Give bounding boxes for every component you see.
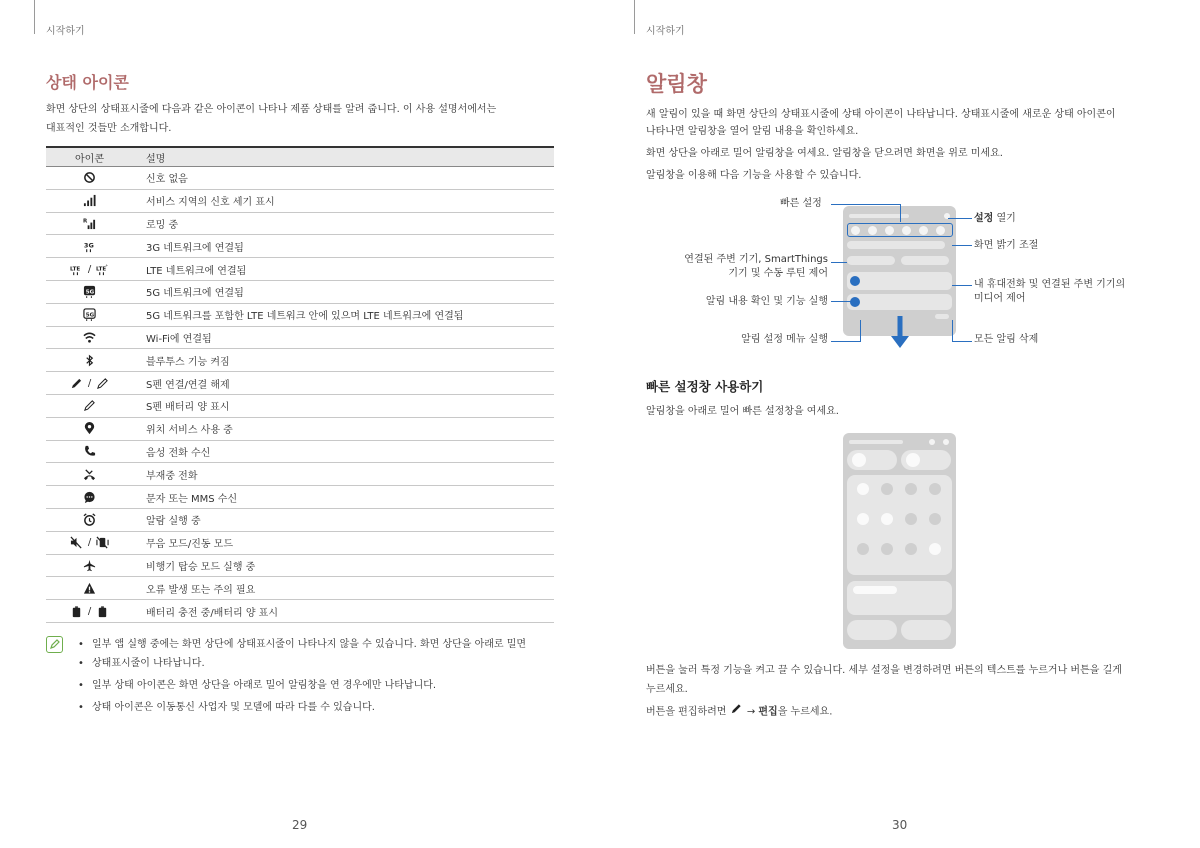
callout-open-settings-rest: 열기 — [993, 213, 1016, 224]
table-cell-desc: 신호 없음 — [146, 174, 188, 186]
table-cell-desc: 블루투스 기능 켜짐 — [146, 356, 230, 368]
page-number: 30 — [892, 818, 908, 832]
table-cell-desc: 위치 서비스 사용 중 — [146, 425, 233, 437]
para-2: 화면 상단을 아래로 밀어 알림창을 여세요. 알림창을 닫으려면 화면을 위로 미세요. — [646, 148, 1003, 159]
table-cell-icon — [46, 467, 133, 481]
table-cell-icon — [46, 239, 133, 253]
s-pen-battery-icon — [83, 399, 97, 413]
table-cell-icon — [46, 536, 133, 550]
para-1-line-1: 새 알림이 있을 때 화면 상단의 상태표시줄에 상태 아이콘이 나타납니다. 상태표시줄에 새로운 상태 아이콘이 — [646, 109, 1116, 120]
page-title: 상태 아이콘 — [46, 73, 129, 92]
table-cell-desc: LTE 네트워크에 연결됨 — [146, 265, 247, 277]
table-cell-icon — [46, 558, 133, 572]
roaming-icon — [83, 216, 97, 230]
call-icon — [83, 444, 97, 458]
table-cell-desc: 로밍 중 — [146, 219, 179, 231]
header-divider — [34, 0, 35, 34]
s-pen-icon — [95, 376, 109, 390]
table-cell-desc: 무음 모드/진동 모드 — [146, 539, 234, 551]
table-row — [46, 327, 554, 350]
3g-icon — [83, 239, 97, 253]
icon-separator: / — [87, 537, 92, 549]
table-cell-desc: 배터리 충전 중/배터리 양 표시 — [146, 607, 279, 619]
table-cell-desc: 음성 전화 수신 — [146, 447, 211, 459]
table-row — [46, 372, 554, 395]
callout-brightness: 화면 밝기 조절 — [974, 240, 1039, 251]
table-cell-desc: S펜 연결/연결 해제 — [146, 379, 230, 391]
table-cell-icon — [46, 444, 133, 458]
table-cell-icon — [46, 285, 133, 299]
callout-clear-all: 모든 알림 삭제 — [974, 334, 1039, 345]
table-row — [46, 486, 554, 509]
table-cell-icon — [46, 399, 133, 413]
svg-text:+: + — [104, 263, 109, 268]
callout-connected-devices — [676, 253, 828, 281]
callout-media-line-2: 미디어 제어 — [974, 293, 1026, 304]
table-cell-icon — [46, 490, 133, 504]
table-cell-desc: 5G 네트워크를 포함한 LTE 네트워크 안에 있으며 LTE 네트워크에 연결됨 — [146, 311, 464, 323]
note-item-1-cont-text: 상태표시줄이 나타납니다. — [92, 658, 205, 669]
table-cell-icon — [46, 581, 133, 595]
table-cell-icon — [46, 604, 133, 618]
svg-text:5G: 5G — [85, 312, 95, 319]
svg-text:5G: 5G — [85, 289, 95, 296]
table-row — [46, 418, 554, 441]
page-number: 29 — [292, 818, 308, 832]
callout-notification-settings: 알림 설정 메뉴 실행 — [741, 334, 828, 345]
table-row — [46, 304, 554, 327]
table-cell-icon — [46, 376, 133, 390]
table-cell-desc: S펜 배터리 양 표시 — [146, 402, 230, 414]
quick-settings-screenshot — [843, 433, 956, 649]
right-page — [600, 0, 1200, 848]
table-cell-icon — [46, 194, 133, 208]
mute-vibrate-icon — [95, 536, 109, 550]
table-cell-desc: 서비스 지역의 신호 세기 표시 — [146, 197, 275, 209]
warning-icon — [83, 581, 97, 595]
battery-icon — [70, 604, 84, 618]
callout-connected-line-2: 기기 및 수동 루틴 제어 — [728, 268, 828, 279]
table-row — [46, 395, 554, 418]
table-cell-desc: 문자 또는 MMS 수신 — [146, 493, 238, 505]
page-header: 시작하기 — [46, 26, 85, 37]
callout-open-settings-bold: 설정 — [974, 213, 994, 224]
no-signal-icon — [83, 171, 97, 185]
table-cell-desc: 알람 실행 중 — [146, 516, 201, 528]
wifi-icon — [83, 330, 97, 344]
table-cell-icon — [46, 422, 133, 436]
table-cell-icon — [46, 513, 133, 527]
icon-separator: / — [87, 263, 92, 275]
table-row — [46, 441, 554, 464]
missed-call-icon — [83, 467, 97, 481]
table-row — [46, 555, 554, 578]
airplane-icon — [83, 558, 97, 572]
s-pen-icon — [70, 376, 84, 390]
location-icon — [83, 422, 97, 436]
para-6 — [646, 701, 832, 723]
intro-line-2: 대표적인 것들만 소개합니다. — [46, 123, 172, 134]
lte-icon — [70, 262, 84, 276]
para-5-line-2: 누르세요. — [646, 684, 688, 695]
callout-connected-line-1: 연결된 주변 기기, SmartThings — [684, 254, 828, 265]
para-1-line-2: 나타나면 알림창을 열어 알림 내용을 확인하세요. — [646, 126, 859, 137]
callout-open-settings — [974, 212, 1016, 226]
svg-text:3G: 3G — [83, 241, 94, 250]
note-icon — [46, 636, 63, 653]
header-divider — [634, 0, 635, 34]
para-3: 알림창을 이용해 다음 기능을 사용할 수 있습니다. — [646, 170, 862, 181]
signal-strength-icon — [83, 194, 97, 208]
mute-vibrate-icon — [70, 536, 84, 550]
para-6-pre: 버튼을 편집하려면 — [646, 706, 730, 718]
table-cell-desc: 오류 발생 또는 주의 필요 — [146, 584, 256, 596]
svg-text:R: R — [83, 218, 88, 225]
table-cell-desc: Wi-Fi에 연결됨 — [146, 333, 212, 345]
col-desc-header: 설명 — [146, 153, 166, 165]
table-row — [46, 281, 554, 304]
para-4: 알림창을 아래로 밀어 빠른 설정창을 여세요. — [646, 406, 839, 417]
pencil-icon — [730, 701, 744, 715]
note-item-1-cont — [92, 654, 205, 673]
swipe-down-arrow-icon — [891, 316, 909, 350]
callout-quick-settings: 빠른 설정 — [780, 198, 822, 209]
table-row — [46, 509, 554, 532]
alarm-icon — [83, 513, 97, 527]
table-cell-icon — [46, 216, 133, 230]
5g-lte-icon — [83, 308, 97, 322]
table-row — [46, 600, 554, 623]
table-cell-desc: 부재중 전화 — [146, 470, 198, 482]
table-cell-icon — [46, 353, 133, 367]
para-6-arrow: → — [743, 706, 759, 718]
icon-separator: / — [87, 605, 92, 617]
table-row — [46, 258, 554, 281]
callout-media-line-1: 내 휴대전화 및 연결된 주변 기기의 — [974, 279, 1126, 290]
intro-line-1: 화면 상단의 상태표시줄에 다음과 같은 아이콘이 나타나 제품 상태를 알려 줍니다. 이 사용 설명서에서는 — [46, 104, 497, 115]
note-item-2: • 일부 상태 아이콘은 화면 상단을 아래로 밀어 알림창을 연 경우에만 나타납니다. — [92, 676, 436, 695]
col-icon-header: 아이콘 — [75, 153, 104, 165]
table-cell-icon — [46, 262, 133, 276]
svg-text:LTE: LTE — [70, 266, 81, 273]
table-row — [46, 190, 554, 213]
table-row — [46, 235, 554, 258]
table-cell-desc: 3G 네트워크에 연결됨 — [146, 242, 244, 254]
callout-media — [974, 278, 1125, 306]
table-cell-desc: 5G 네트워크에 연결됨 — [146, 288, 244, 300]
para-6-post: 을 누르세요. — [777, 706, 833, 718]
para-5-line-1: 버튼을 눌러 특정 기능을 켜고 끌 수 있습니다. 세부 설정을 변경하려면 버튼의 텍스트를 누르거나 버튼을 길게 — [646, 665, 1122, 676]
icon-separator: / — [87, 377, 92, 389]
table-cell-desc: 비행기 탑승 모드 실행 중 — [146, 561, 256, 573]
para-6-edit: 편집 — [758, 706, 778, 718]
table-cell-icon — [46, 330, 133, 344]
lte-icon — [95, 262, 109, 276]
table-row — [46, 463, 554, 486]
section-subtitle: 빠른 설정창 사용하기 — [646, 379, 764, 394]
table-row — [46, 167, 554, 190]
table-row — [46, 349, 554, 372]
5g-icon — [83, 285, 97, 299]
table-cell-icon — [46, 308, 133, 322]
page-title: 알림창 — [646, 72, 707, 96]
status-icon-table — [46, 146, 554, 623]
page-header: 시작하기 — [646, 26, 685, 37]
table-cell-icon — [46, 171, 133, 185]
battery-icon — [95, 604, 109, 618]
note-item-1: • 일부 앱 실행 중에는 화면 상단에 상태표시줄이 나타나지 않을 수 있습니다. 화면 상단을 아래로 밀면 — [92, 635, 526, 654]
note-item-3: • 상태 아이콘은 이동통신 사업자 및 모델에 따라 다를 수 있습니다. — [92, 698, 375, 717]
callout-view-notification: 알림 내용 확인 및 기능 실행 — [705, 296, 828, 307]
bluetooth-icon — [83, 353, 97, 367]
table-header — [46, 146, 554, 167]
message-icon — [83, 490, 97, 504]
table-row — [46, 532, 554, 555]
table-row — [46, 577, 554, 600]
table-row — [46, 213, 554, 236]
svg-text:LTE: LTE — [95, 266, 106, 273]
